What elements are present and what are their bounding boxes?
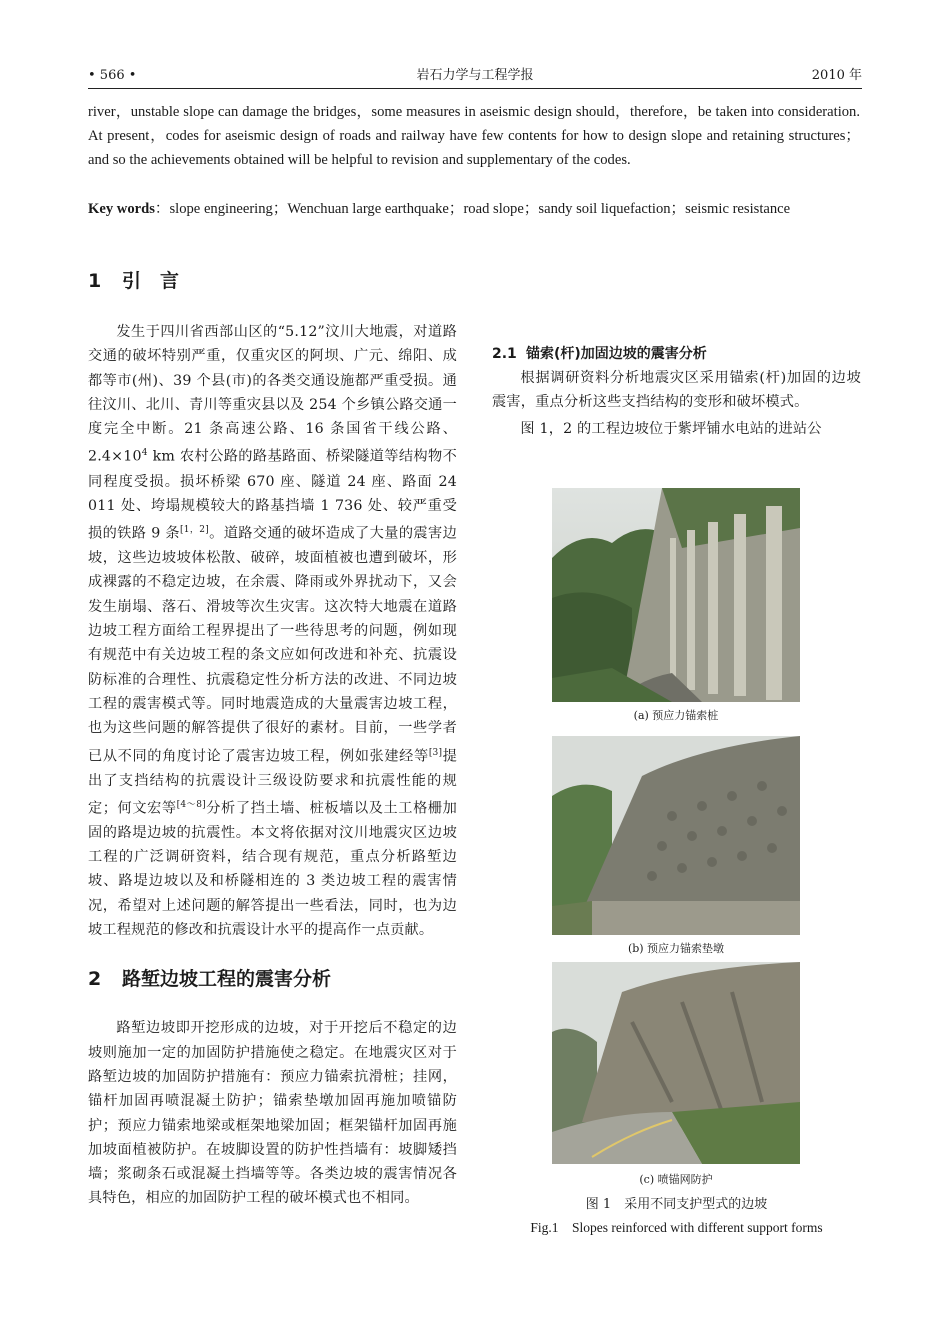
photo-anchor-pile-slope (552, 488, 800, 702)
section-2-title: 路堑边坡工程的震害分析 (122, 968, 332, 991)
section-1-title: 引 言 (122, 270, 180, 292)
section-2-1-paragraph-2: 图 1，2 的工程边坡位于紫坪铺水电站的进站公 (520, 420, 822, 437)
keywords-list: ：slope engineering；Wenchuan large earthquake；road slope；sandy soil liquefaction；seismic resistance (154, 201, 791, 217)
figure-1-title-en: Fig.1 Slopes reinforced with different support forms (530, 1220, 823, 1235)
section-1-paragraph (88, 320, 457, 942)
left-column (88, 240, 457, 1211)
text-run: 。道路交通的破坏造成了大量的震害边坡，这些边坡坡体松散、破碎，坡面植被也遭到破坏，形成裸露的不稳定边坡，在余震、降雨或外界扰动下，又会发生崩塌、落石、滑坡等次生灾害。这次特大地震在道路边坡工程方面给工程界提出了一些待思考的问题，例如现有规范中有关边坡工程的条文应如何改进和补充、抗震设防标准的合理性、抗震稳定性分析方法的改进、不同边坡工程的震害模式等。同时地震造成的大量震害边坡工程，也为这些问题的解答提供了很好的素材。目前，一些学者已从不同的角度讨论了震害边坡工程，例如张建经等 (88, 525, 457, 765)
section-2-1-heading (492, 342, 861, 366)
figure-1c-caption: (c) 喷锚网防护 (639, 1173, 713, 1186)
section-1-number: 1 (88, 270, 102, 292)
journal-year: 2010 年 (811, 68, 862, 83)
abstract-text: river，unstable slope can damage the bridges，some measures in aseismic design should，therefore，be taken into consideration. At present，codes for aseismic design of roads and railway have few contents for how to design slope and retaining structures；and so the achievements obtained will be helpful to revision and supplementary of the codes. (88, 104, 860, 169)
figure-1-title-cn: 图 1 采用不同支护型式的边坡 (585, 1197, 768, 1212)
keywords-label: Key words (88, 201, 155, 217)
citation: [3] (428, 747, 443, 758)
section-2-number: 2 (88, 968, 102, 991)
section-2-1-paragraph-1: 根据调研资料分析地震灾区采用锚索(杆)加固的边坡震害，重点分析这些支挡结构的变形和破坏模式。 (492, 370, 861, 411)
photo-shotcrete-slope (552, 962, 800, 1164)
text-run: 提出了支挡结构的抗震设计三级设防要求和抗震性能的规定；何文宏等 (88, 748, 457, 817)
header-rule (88, 88, 862, 89)
page-header (88, 66, 862, 86)
text-run: 发生于四川省西部山区的“5.12”汶川大地震，对道路交通的破坏特别严重，仅重灾区的阿坝、广元、绵阳、成都等市(州)、39 个县(市)的各类交通设施都严重受损。通往汶川、北川、青川等重灾县以及 254 个乡镇公路交通一度完全中断。21 条高速公路、16 条国省干线公路、2.4×10 (88, 324, 457, 466)
section-2-paragraph: 路堑边坡即开挖形成的边坡，对于开挖后不稳定的边坡则施加一定的加固防护措施使之稳定。在地震灾区对于路堑边坡的加固防护措施有：预应力锚索抗滑桩；挂网，锚杆加固再喷混凝土防护；锚索垫墩加固再施加喷锚防护；预应力锚索地梁或框架地梁加固；框架锚杆加固再施加坡面植被防护。在坡脚设置的防护性挡墙有：坡脚矮挡墙；浆砌条石或混凝土挡墙等等。各类边坡的震害情况各具特色，相应的加固防护工程的破坏模式也不相同。 (88, 1020, 457, 1207)
section-1-heading (88, 266, 457, 296)
keywords-line (88, 197, 860, 221)
text-run: km 农村公路的路基路面、桥梁隧道等结构物不同程度受损。损坏桥梁 670 座、隧道 24 座、路面 24 011 处、垮塌规模较大的路基挡墙 1 736 处、较严重受损的铁路 9 条 (88, 449, 457, 542)
citation: [1，2] (180, 525, 209, 536)
photo-anchor-pier-slope (552, 736, 800, 935)
page-number: • 566 • (88, 68, 137, 83)
right-column (492, 245, 861, 441)
superscript: 4 (141, 448, 148, 459)
section-2-1-number: 2.1 (492, 346, 517, 362)
section-2-1-title: 锚索(杆)加固边坡的震害分析 (526, 346, 707, 362)
figure-1b-caption: (b) 预应力锚索垫墩 (627, 942, 725, 955)
journal-title: 岩石力学与工程学报 (416, 68, 534, 83)
section-2-heading (88, 964, 457, 994)
figure-1a-caption: (a) 预应力锚索桩 (633, 709, 719, 722)
text-run: 分析了挡土墙、桩板墙以及土工格栅加固的路堤边坡的抗震性。本文将依据对汶川地震灾区边坡工程的广泛调研资料，结合现有规范，重点分析路堑边坡、路堤边坡以及和桥隧相连的 3 类边坡工程的震害情况，希望对上述问题的解答提出一些看法，同时，也为边坡工程规范的修改和抗震设计水平的提高作一点贡献。 (88, 800, 458, 939)
citation: [4～8] (176, 799, 206, 810)
